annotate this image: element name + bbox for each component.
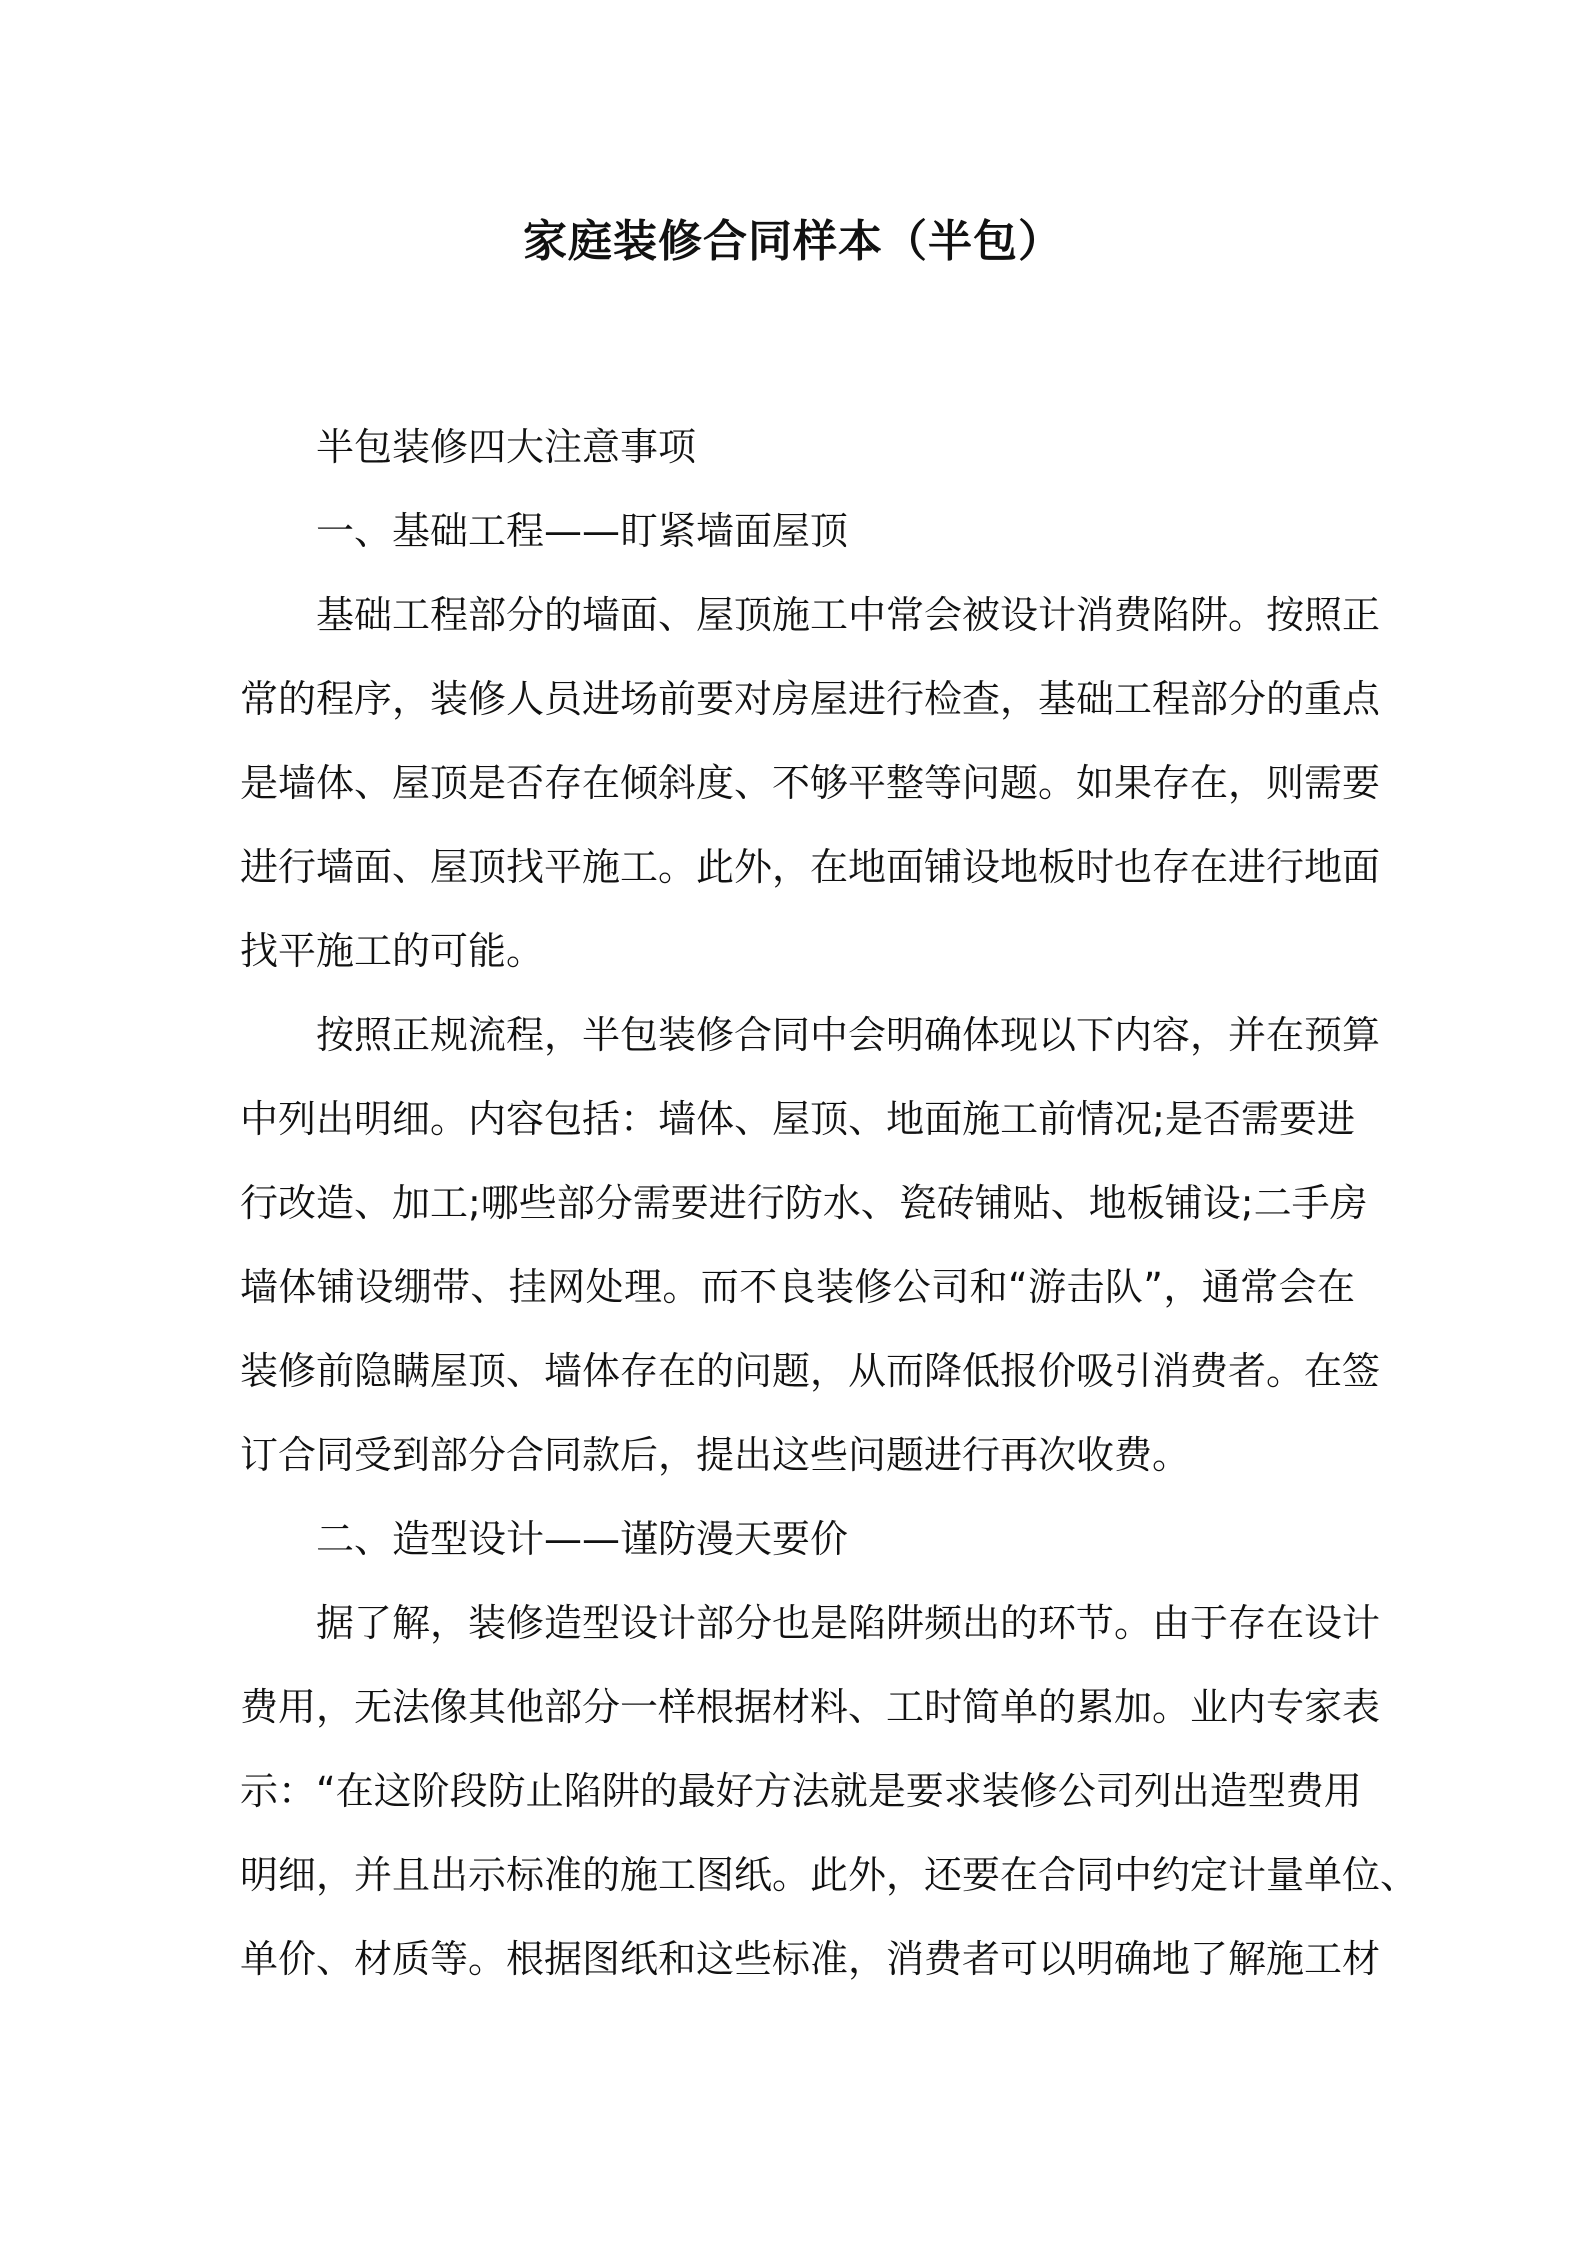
body-line: 一、基础工程——盯紧墙面屋顶 (316, 509, 849, 553)
body-line: 常的程序，装修人员进场前要对房屋进行检查，基础工程部分的重点 (240, 677, 1381, 721)
body-line: 装修前隐瞒屋顶、墙体存在的问题，从而降低报价吸引消费者。在签 (240, 1349, 1381, 1393)
body-line: 据了解，装修造型设计部分也是陷阱频出的环节。由于存在设计 (316, 1601, 1381, 1645)
body-line: 订合同受到部分合同款后，提出这些问题进行再次收费。 (240, 1433, 1191, 1477)
body-line: 明细，并且出示标准的施工图纸。此外，还要在合同中约定计量单位、 (240, 1853, 1419, 1897)
body-line: 费用，无法像其他部分一样根据材料、工时简单的累加。业内专家表 (240, 1685, 1381, 1729)
body-line: 单价、材质等。根据图纸和这些标准，消费者可以明确地了解施工材 (240, 1937, 1381, 1981)
body-line: 进行墙面、屋顶找平施工。此外，在地面铺设地板时也存在进行地面 (240, 845, 1381, 889)
body-line: 墙体铺设绷带、挂网处理。而不良装修公司和“游击队”，通常会在 (240, 1265, 1355, 1309)
body-line: 示：“在这阶段防止陷阱的最好方法就是要求装修公司列出造型费用 (240, 1769, 1362, 1813)
body-line: 行改造、加工;哪些部分需要进行防水、瓷砖铺贴、地板铺设;二手房 (240, 1181, 1368, 1225)
document-title: 家庭装修合同样本（半包） (523, 216, 1063, 267)
body-line: 找平施工的可能。 (240, 929, 545, 973)
body-line: 二、造型设计——谨防漫天要价 (316, 1517, 849, 1561)
document-body (240, 405, 1419, 2001)
body-line: 按照正规流程，半包装修合同中会明确体现以下内容，并在预算 (316, 1013, 1381, 1057)
body-line: 是墙体、屋顶是否存在倾斜度、不够平整等问题。如果存在，则需要 (240, 761, 1381, 805)
body-line: 中列出明细。内容包括：墙体、屋顶、地面施工前情况;是否需要进 (240, 1097, 1355, 1141)
body-line: 基础工程部分的墙面、屋顶施工中常会被设计消费陷阱。按照正 (316, 593, 1381, 637)
body-line: 半包装修四大注意事项 (316, 425, 697, 469)
